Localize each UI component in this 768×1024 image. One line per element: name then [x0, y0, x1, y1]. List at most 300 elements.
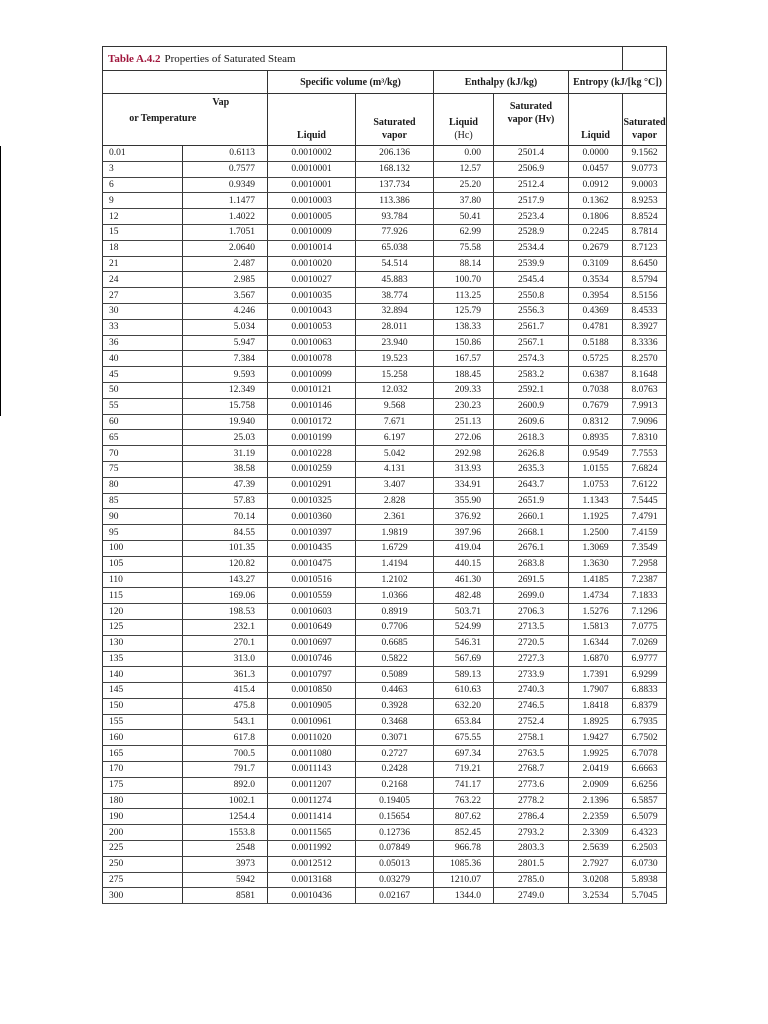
- temperature-cell: 55: [103, 398, 183, 414]
- temperature-cell: 275: [103, 872, 183, 888]
- pressure-cell: 84.55: [183, 525, 268, 541]
- table-row: [103, 872, 667, 888]
- s-vapor-cell: 7.9096: [623, 414, 667, 430]
- s-liquid-cell: 1.9925: [569, 746, 623, 762]
- s-liquid-cell: 1.7907: [569, 683, 623, 699]
- pressure-cell: 5.947: [183, 335, 268, 351]
- h-vapor-cell: 2528.9: [494, 224, 569, 240]
- v-vapor-cell: 1.2102: [356, 572, 434, 588]
- pressure-cell: 31.19: [183, 446, 268, 462]
- s-liquid-cell: 2.3309: [569, 825, 623, 841]
- h-vapor-cell: 2668.1: [494, 525, 569, 541]
- s-vapor-cell: 7.2958: [623, 556, 667, 572]
- table-row: [103, 572, 667, 588]
- v-liquid-cell: 0.0011207: [268, 777, 356, 793]
- v-vapor-cell: 1.4194: [356, 556, 434, 572]
- temperature-cell: 180: [103, 793, 183, 809]
- table-row: [103, 224, 667, 240]
- pressure-cell: 2548: [183, 841, 268, 857]
- pressure-cell: 198.53: [183, 604, 268, 620]
- h-vapor-cell: 2600.9: [494, 398, 569, 414]
- s-vapor-cell: 8.5794: [623, 272, 667, 288]
- v-liquid-cell: 0.0010035: [268, 288, 356, 304]
- s-liquid-cell: 2.1396: [569, 793, 623, 809]
- pressure-cell: 19.940: [183, 414, 268, 430]
- h-vapor-cell: 2768.7: [494, 762, 569, 778]
- h-vapor-cell: 2635.3: [494, 461, 569, 477]
- v-liquid-cell: 0.0011414: [268, 809, 356, 825]
- v-vapor-cell: 23.940: [356, 335, 434, 351]
- table-row: [103, 303, 667, 319]
- v-vapor-header-line2: vapor: [382, 130, 407, 141]
- v-liquid-cell: 0.0010078: [268, 351, 356, 367]
- h-liquid-cell: 524.99: [434, 619, 494, 635]
- temperature-cell: 200: [103, 825, 183, 841]
- s-vapor-cell: 6.7502: [623, 730, 667, 746]
- table-row: [103, 351, 667, 367]
- pressure-cell: 25.03: [183, 430, 268, 446]
- h-vapor-cell: 2512.4: [494, 177, 569, 193]
- v-vapor-cell: 1.6729: [356, 540, 434, 556]
- s-liquid-cell: 1.8925: [569, 714, 623, 730]
- h-liquid-cell: 1085.36: [434, 856, 494, 872]
- pressure-cell: 4.246: [183, 303, 268, 319]
- temperature-cell: 0.01: [103, 146, 183, 162]
- v-vapor-cell: 54.514: [356, 256, 434, 272]
- v-vapor-cell: 32.894: [356, 303, 434, 319]
- h-vapor-cell: 2517.9: [494, 193, 569, 209]
- temperature-cell: 80: [103, 477, 183, 493]
- temperature-cell: 105: [103, 556, 183, 572]
- specific-volume-header: Specific volume (m³/kg): [268, 71, 434, 94]
- s-vapor-cell: 8.8524: [623, 209, 667, 225]
- s-liquid-cell: 1.6344: [569, 635, 623, 651]
- pressure-cell: 1254.4: [183, 809, 268, 825]
- pressure-cell: 5942: [183, 872, 268, 888]
- v-vapor-cell: 0.02167: [356, 888, 434, 904]
- h-vapor-cell: 2773.6: [494, 777, 569, 793]
- s-liquid-cell: 0.5188: [569, 335, 623, 351]
- table-row: [103, 430, 667, 446]
- v-liquid-cell: 0.0010850: [268, 683, 356, 699]
- s-liquid-cell: 0.2679: [569, 240, 623, 256]
- table-row: [103, 762, 667, 778]
- v-vapor-cell: 0.7706: [356, 619, 434, 635]
- pressure-cell: 8581: [183, 888, 268, 904]
- h-vapor-cell: 2676.1: [494, 540, 569, 556]
- s-liquid-cell: 3.0208: [569, 872, 623, 888]
- table-row: [103, 746, 667, 762]
- s-vapor-cell: 9.1562: [623, 146, 667, 162]
- v-liquid-cell: 0.0010435: [268, 540, 356, 556]
- v-liquid-cell: 0.0010172: [268, 414, 356, 430]
- temperature-cell: 140: [103, 667, 183, 683]
- temperature-cell: 120: [103, 604, 183, 620]
- v-liquid-cell: 0.0010009: [268, 224, 356, 240]
- s-liquid-cell: 0.4369: [569, 303, 623, 319]
- h-vapor-cell: 2733.9: [494, 667, 569, 683]
- pressure-cell: 543.1: [183, 714, 268, 730]
- v-liquid-cell: 0.0010063: [268, 335, 356, 351]
- s-liquid-cell: 0.0912: [569, 177, 623, 193]
- s-vapor-header-line2: vapor: [632, 130, 658, 141]
- s-vapor-cell: 7.0269: [623, 635, 667, 651]
- h-liquid-cell: 272.06: [434, 430, 494, 446]
- h-liquid-cell: 419.04: [434, 540, 494, 556]
- temperature-cell: 110: [103, 572, 183, 588]
- s-vapor-cell: 7.5445: [623, 493, 667, 509]
- h-vapor-cell: 2801.5: [494, 856, 569, 872]
- v-vapor-cell: 0.2168: [356, 777, 434, 793]
- v-vapor-cell: 0.2428: [356, 762, 434, 778]
- v-vapor-cell: 0.05013: [356, 856, 434, 872]
- v-liquid-cell: 0.0010325: [268, 493, 356, 509]
- h-liquid-header: [434, 94, 494, 146]
- temperature-cell: 27: [103, 288, 183, 304]
- temperature-cell: 90: [103, 509, 183, 525]
- s-vapor-cell: 9.0773: [623, 161, 667, 177]
- v-vapor-cell: 2.361: [356, 509, 434, 525]
- v-liquid-cell: 0.0010053: [268, 319, 356, 335]
- h-liquid-cell: 1210.07: [434, 872, 494, 888]
- table-row: [103, 525, 667, 541]
- s-vapor-cell: 8.7814: [623, 224, 667, 240]
- pressure-cell: 0.9349: [183, 177, 268, 193]
- h-liquid-cell: 355.90: [434, 493, 494, 509]
- h-liquid-cell: 167.57: [434, 351, 494, 367]
- v-liquid-cell: 0.0010228: [268, 446, 356, 462]
- pressure-cell: 9.593: [183, 367, 268, 383]
- pressure-cell: 120.82: [183, 556, 268, 572]
- pressure-cell: 1553.8: [183, 825, 268, 841]
- temperature-cell: 6: [103, 177, 183, 193]
- s-vapor-cell: 7.2387: [623, 572, 667, 588]
- h-liquid-cell: 37.80: [434, 193, 494, 209]
- s-vapor-cell: 7.6122: [623, 477, 667, 493]
- h-vapor-cell: 2545.4: [494, 272, 569, 288]
- v-liquid-cell: 0.0010005: [268, 209, 356, 225]
- h-vapor-cell: 2752.4: [494, 714, 569, 730]
- v-vapor-header-line1: Saturated: [373, 117, 416, 128]
- h-vapor-cell: 2749.0: [494, 888, 569, 904]
- temperature-cell: 225: [103, 841, 183, 857]
- temperature-cell: 300: [103, 888, 183, 904]
- v-vapor-cell: 5.042: [356, 446, 434, 462]
- s-vapor-cell: 6.9777: [623, 651, 667, 667]
- h-liquid-cell: 113.25: [434, 288, 494, 304]
- pressure-cell: 2.985: [183, 272, 268, 288]
- s-liquid-cell: 0.2245: [569, 224, 623, 240]
- v-liquid-cell: 0.0010146: [268, 398, 356, 414]
- table-caption: [103, 47, 623, 71]
- s-liquid-cell: 1.2500: [569, 525, 623, 541]
- pressure-cell: 2.487: [183, 256, 268, 272]
- v-vapor-cell: 0.15654: [356, 809, 434, 825]
- s-vapor-cell: 6.6663: [623, 762, 667, 778]
- h-liquid-cell: 397.96: [434, 525, 494, 541]
- h-liquid-header-line1: Liquid: [449, 117, 478, 128]
- blank-group-cell-2: [183, 71, 268, 94]
- s-vapor-cell: 8.4533: [623, 303, 667, 319]
- v-vapor-cell: 0.5089: [356, 667, 434, 683]
- pressure-cell: 143.27: [183, 572, 268, 588]
- table-body: [103, 146, 667, 904]
- h-liquid-cell: 852.45: [434, 825, 494, 841]
- table-row: [103, 288, 667, 304]
- s-vapor-cell: 8.1648: [623, 367, 667, 383]
- s-liquid-cell: 1.9427: [569, 730, 623, 746]
- pressure-cell: 361.3: [183, 667, 268, 683]
- h-liquid-cell: 653.84: [434, 714, 494, 730]
- table-row: [103, 619, 667, 635]
- temperature-cell: 75: [103, 461, 183, 477]
- pressure-cell: 169.06: [183, 588, 268, 604]
- table-row: [103, 335, 667, 351]
- s-vapor-cell: 8.7123: [623, 240, 667, 256]
- v-liquid-cell: 0.0010121: [268, 382, 356, 398]
- temperature-cell: 70: [103, 446, 183, 462]
- v-liquid-cell: 0.0010397: [268, 525, 356, 541]
- v-vapor-cell: 4.131: [356, 461, 434, 477]
- h-liquid-cell: 25.20: [434, 177, 494, 193]
- s-vapor-cell: 6.5857: [623, 793, 667, 809]
- s-liquid-cell: 0.3534: [569, 272, 623, 288]
- table-row: [103, 367, 667, 383]
- s-liquid-cell: 1.1925: [569, 509, 623, 525]
- s-vapor-cell: 6.4323: [623, 825, 667, 841]
- h-liquid-header-line2: (Hc): [454, 130, 473, 141]
- v-liquid-cell: 0.0011080: [268, 746, 356, 762]
- table-row: [103, 146, 667, 162]
- h-vapor-cell: 2803.3: [494, 841, 569, 857]
- temperature-cell: 24: [103, 272, 183, 288]
- h-liquid-cell: 292.98: [434, 446, 494, 462]
- s-liquid-cell: 3.2534: [569, 888, 623, 904]
- s-liquid-cell: 0.4781: [569, 319, 623, 335]
- pressure-cell: 5.034: [183, 319, 268, 335]
- pressure-cell: 12.349: [183, 382, 268, 398]
- s-liquid-cell: 1.5813: [569, 619, 623, 635]
- v-liquid-cell: 0.0011992: [268, 841, 356, 857]
- s-liquid-cell: 0.0000: [569, 146, 623, 162]
- s-liquid-cell: 1.4185: [569, 572, 623, 588]
- table-row: [103, 809, 667, 825]
- h-vapor-header-line1: Saturated: [509, 101, 553, 112]
- h-vapor-header-line2: vapor (Hv): [507, 114, 555, 125]
- h-vapor-cell: 2713.5: [494, 619, 569, 635]
- v-liquid-cell: 0.0010436: [268, 888, 356, 904]
- table-row: [103, 256, 667, 272]
- s-vapor-cell: 7.4791: [623, 509, 667, 525]
- temperature-cell: 165: [103, 746, 183, 762]
- h-vapor-cell: 2785.0: [494, 872, 569, 888]
- v-liquid-cell: 0.0010746: [268, 651, 356, 667]
- temperature-cell: 170: [103, 762, 183, 778]
- pressure-cell: 313.0: [183, 651, 268, 667]
- h-liquid-cell: 1344.0: [434, 888, 494, 904]
- h-vapor-cell: 2778.2: [494, 793, 569, 809]
- v-liquid-cell: 0.0010002: [268, 146, 356, 162]
- temperature-cell: 85: [103, 493, 183, 509]
- s-liquid-cell: 1.7391: [569, 667, 623, 683]
- h-vapor-cell: 2574.3: [494, 351, 569, 367]
- v-liquid-cell: 0.0010697: [268, 635, 356, 651]
- h-liquid-cell: 589.13: [434, 667, 494, 683]
- table-row: [103, 161, 667, 177]
- temperature-header-text: or Temperature: [129, 112, 197, 124]
- temperature-cell: 115: [103, 588, 183, 604]
- h-liquid-cell: 0.00: [434, 146, 494, 162]
- s-vapor-cell: 6.6256: [623, 777, 667, 793]
- table-row: [103, 556, 667, 572]
- h-vapor-cell: 2643.7: [494, 477, 569, 493]
- temperature-cell: 36: [103, 335, 183, 351]
- table-row: [103, 793, 667, 809]
- h-liquid-cell: 610.63: [434, 683, 494, 699]
- h-vapor-cell: 2763.5: [494, 746, 569, 762]
- v-liquid-cell: 0.0010649: [268, 619, 356, 635]
- saturated-steam-table: [102, 46, 667, 904]
- s-vapor-cell: 9.0003: [623, 177, 667, 193]
- v-vapor-cell: 0.4463: [356, 683, 434, 699]
- h-liquid-cell: 697.34: [434, 746, 494, 762]
- s-liquid-cell: 0.0457: [569, 161, 623, 177]
- s-vapor-cell: 7.8310: [623, 430, 667, 446]
- h-vapor-cell: 2691.5: [494, 572, 569, 588]
- h-liquid-cell: 461.30: [434, 572, 494, 588]
- temperature-cell: 135: [103, 651, 183, 667]
- pressure-cell: 415.4: [183, 683, 268, 699]
- h-vapor-cell: 2699.0: [494, 588, 569, 604]
- s-liquid-cell: 1.8418: [569, 698, 623, 714]
- temperature-cell: 30: [103, 303, 183, 319]
- pressure-cell: 0.7577: [183, 161, 268, 177]
- v-liquid-cell: 0.0010360: [268, 509, 356, 525]
- temperature-cell: 50: [103, 382, 183, 398]
- h-liquid-cell: 546.31: [434, 635, 494, 651]
- h-vapor-cell: 2626.8: [494, 446, 569, 462]
- s-liquid-cell: 2.5639: [569, 841, 623, 857]
- s-vapor-cell: 8.0763: [623, 382, 667, 398]
- v-vapor-cell: 3.407: [356, 477, 434, 493]
- h-liquid-cell: 807.62: [434, 809, 494, 825]
- pressure-cell: 1.4022: [183, 209, 268, 225]
- pressure-cell: 475.8: [183, 698, 268, 714]
- table-row: [103, 540, 667, 556]
- table-row: [103, 319, 667, 335]
- h-liquid-cell: 100.70: [434, 272, 494, 288]
- h-vapor-cell: 2609.6: [494, 414, 569, 430]
- s-liquid-cell: 0.6387: [569, 367, 623, 383]
- h-vapor-cell: 2660.1: [494, 509, 569, 525]
- v-vapor-cell: 1.9819: [356, 525, 434, 541]
- s-vapor-cell: 6.0730: [623, 856, 667, 872]
- v-vapor-cell: 0.8919: [356, 604, 434, 620]
- s-vapor-cell: 6.5079: [623, 809, 667, 825]
- s-vapor-cell: 7.0775: [623, 619, 667, 635]
- s-liquid-cell: 0.1362: [569, 193, 623, 209]
- s-vapor-cell: 7.7553: [623, 446, 667, 462]
- s-vapor-cell: 7.9913: [623, 398, 667, 414]
- v-vapor-cell: 0.19405: [356, 793, 434, 809]
- s-liquid-cell: 2.7927: [569, 856, 623, 872]
- temperature-cell: 3: [103, 161, 183, 177]
- h-liquid-cell: 334.91: [434, 477, 494, 493]
- temperature-cell: 125: [103, 619, 183, 635]
- v-liquid-cell: 0.0010603: [268, 604, 356, 620]
- table-row: [103, 177, 667, 193]
- s-vapor-cell: 8.6450: [623, 256, 667, 272]
- temperature-cell: 65: [103, 430, 183, 446]
- table-row: [103, 825, 667, 841]
- table-row: [103, 209, 667, 225]
- s-liquid-cell: 1.3069: [569, 540, 623, 556]
- v-vapor-cell: 19.523: [356, 351, 434, 367]
- v-vapor-cell: 2.828: [356, 493, 434, 509]
- temperature-cell: 100: [103, 540, 183, 556]
- table-row: [103, 698, 667, 714]
- temperature-cell: 130: [103, 635, 183, 651]
- h-liquid-cell: 719.21: [434, 762, 494, 778]
- temperature-cell: 145: [103, 683, 183, 699]
- table-row: [103, 446, 667, 462]
- h-vapor-cell: 2618.3: [494, 430, 569, 446]
- s-vapor-cell: 8.3927: [623, 319, 667, 335]
- v-liquid-cell: 0.0010001: [268, 177, 356, 193]
- pressure-cell: 15.758: [183, 398, 268, 414]
- h-liquid-cell: 675.55: [434, 730, 494, 746]
- v-vapor-cell: 0.2727: [356, 746, 434, 762]
- v-vapor-cell: 15.258: [356, 367, 434, 383]
- v-liquid-cell: 0.0010475: [268, 556, 356, 572]
- table-row: [103, 240, 667, 256]
- enthalpy-header: Enthalpy (kJ/kg): [434, 71, 569, 94]
- v-vapor-cell: 113.386: [356, 193, 434, 209]
- temperature-header: [103, 94, 197, 146]
- h-vapor-cell: 2651.9: [494, 493, 569, 509]
- s-liquid-cell: 2.2359: [569, 809, 623, 825]
- s-liquid-cell: 0.7679: [569, 398, 623, 414]
- s-liquid-cell: 1.3630: [569, 556, 623, 572]
- v-liquid-cell: 0.0010797: [268, 667, 356, 683]
- h-liquid-cell: 440.15: [434, 556, 494, 572]
- pressure-cell: 1.1477: [183, 193, 268, 209]
- pressure-cell: 700.5: [183, 746, 268, 762]
- s-vapor-cell: 5.8938: [623, 872, 667, 888]
- table-row: [103, 493, 667, 509]
- v-liquid-cell: 0.0011143: [268, 762, 356, 778]
- table-row: [103, 635, 667, 651]
- h-vapor-cell: 2561.7: [494, 319, 569, 335]
- v-vapor-cell: 65.038: [356, 240, 434, 256]
- v-vapor-cell: 93.784: [356, 209, 434, 225]
- v-vapor-cell: 9.568: [356, 398, 434, 414]
- h-vapor-cell: 2501.4: [494, 146, 569, 162]
- table-row: [103, 477, 667, 493]
- pressure-cell: 1002.1: [183, 793, 268, 809]
- v-liquid-cell: 0.0010961: [268, 714, 356, 730]
- v-liquid-cell: 0.0010559: [268, 588, 356, 604]
- s-vapor-header-line1: Saturated: [623, 117, 666, 128]
- table-row: [103, 667, 667, 683]
- h-liquid-cell: 50.41: [434, 209, 494, 225]
- pressure-cell: 7.384: [183, 351, 268, 367]
- h-vapor-cell: 2786.4: [494, 809, 569, 825]
- table-row: [103, 777, 667, 793]
- h-vapor-cell: 2706.3: [494, 604, 569, 620]
- h-vapor-cell: 2556.3: [494, 303, 569, 319]
- table-row: [103, 856, 667, 872]
